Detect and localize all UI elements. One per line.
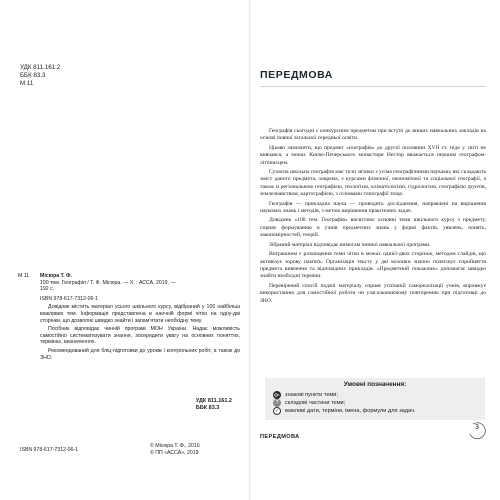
running-footer: ПЕРЕДМОВА <box>260 434 300 440</box>
preface-paragraph: Географія сьогодні є конкурсним предметом при вступі до вищих навчальних закладів на основі повної загальної середньої освіти. <box>260 128 486 142</box>
catalog-program-note: Посібник відповідає чинній програмі МОН України. Надає можливість самостійно систематизувати знання, зосередити увагу на основних поняттях, термінах, визначеннях. <box>40 326 240 346</box>
preface-paragraph: Цікаво зазначити, що предмет «географія» до другої половини XVII ст. ніде у світі не вивчався, а монах Києво-Печерського монастиря Нестор вважається першим географом-літописцем. <box>260 144 486 166</box>
page-number-text: 3 <box>475 424 479 431</box>
copyright-block <box>150 443 200 457</box>
legend-label: складові частини теми; <box>285 400 346 406</box>
legend-item <box>273 391 477 399</box>
legend-box <box>265 378 485 420</box>
preface-paragraph: Географія — прикладна наука — проводить дослідження, направлені на вирішення наукових знань і методів, з метою вирішення практичних задач. <box>260 200 486 215</box>
page-number <box>467 420 487 440</box>
legend-item <box>273 407 477 415</box>
check-icon: ✓ <box>274 408 280 414</box>
legend-label: знакові пункти теми; <box>285 392 338 398</box>
catalog-pages: 192 с. <box>40 286 55 293</box>
preface-body <box>260 128 486 307</box>
catalog-title: 100 тем. Географія / Т. Ф. Місюра. — Х. : АССА, 2019. — <box>40 279 176 286</box>
catalog-description: Довідник містить матеріал усього шкільного курсу, відібраний у 100 найбільш важливих тем. Інформація представлена в наочній формі чітко на одну-дві сторінки, що дозволяє швидко знайти і запам'ятати необхідну тему. <box>40 304 240 324</box>
udk-code: УДК 811.161.2 <box>20 64 61 71</box>
catalog-record <box>18 273 240 361</box>
preface-paragraph: Виграшним є розміщення теми чітко в межах однієї-двох сторінок, методом слайдів, що активізує зорову пам'ять. Організація тексту у дві колонки значно полегшує сприйняття предмета вивчення та відповідних прикладів. «Предметний покажчик» допомагає швидко знайти необхідні терміни. <box>260 251 486 280</box>
bbk-code-bottom: ББК 83.3 <box>195 405 220 411</box>
right-page <box>251 0 500 500</box>
preface-paragraph: Перевірений спосіб подачі матеріалу сприяє успішній самореалізації учнів, впровжує використанню для самостійної роботи чи узагальнюючому повторенню при підготовці до ЗНО. <box>260 282 486 304</box>
isbn-bottom: ISBN 978-617-7312-06-1 <box>20 447 78 453</box>
catalog-code: М 11 <box>18 273 30 279</box>
preface-paragraph: Довідник «100 тем. Географія» висвітлює основні теми шкільного курсу з предмету, сприяє формуванню в учнів предметних знань у формі фактів, уявлень, понять, закономірностей, теорій. <box>260 217 486 239</box>
udk-block-top <box>20 64 60 88</box>
catalog-isbn: ISBN 978-617-7312-06-1 <box>40 295 98 302</box>
udk-block-bottom <box>196 398 232 412</box>
preface-paragraph: Сучасна шкільна географія має тісні зв'язки з усіма географічними науками, які складають зміст даного предмета, зокрема, з курсами фізичної, економічної та соціальної географії, а також із регіональною географією, геологією, кліматологією, гідрологією, географією ґрунтів, землезнавством, картографією, з основами топографії тощо. <box>260 169 486 198</box>
legend-title: Умовні позначення: <box>343 381 407 388</box>
copyright-author: © Місюра Т. Ф., 2016 <box>150 443 200 449</box>
bbk-code: ББК 83.3 <box>20 72 46 79</box>
preface-paragraph: Зібраний матеріал відповідає вимогам чинної навчальної програми. <box>269 241 431 248</box>
author-mark: М 11 <box>20 80 34 87</box>
key-icon <box>273 391 281 399</box>
legend-label: важливі дати, терміни, імена, формули для задач. <box>285 408 416 414</box>
page-title: ПЕРЕДМОВА <box>260 69 333 81</box>
catalog-author: Місюра Т. Ф. <box>40 273 72 279</box>
copyright-publisher: © ПП «АССА», 2019 <box>150 450 199 456</box>
question-icon: ? <box>273 399 281 407</box>
legend-item <box>273 399 477 407</box>
left-page <box>0 0 249 500</box>
title-divider <box>260 86 486 87</box>
catalog-recommendation: Рекомендований для бліц-підготовки до уроків і контрольних робіт, а також до ЗНО. <box>40 347 240 361</box>
udk-code-bottom: УДК 811.161.2 <box>195 398 232 404</box>
